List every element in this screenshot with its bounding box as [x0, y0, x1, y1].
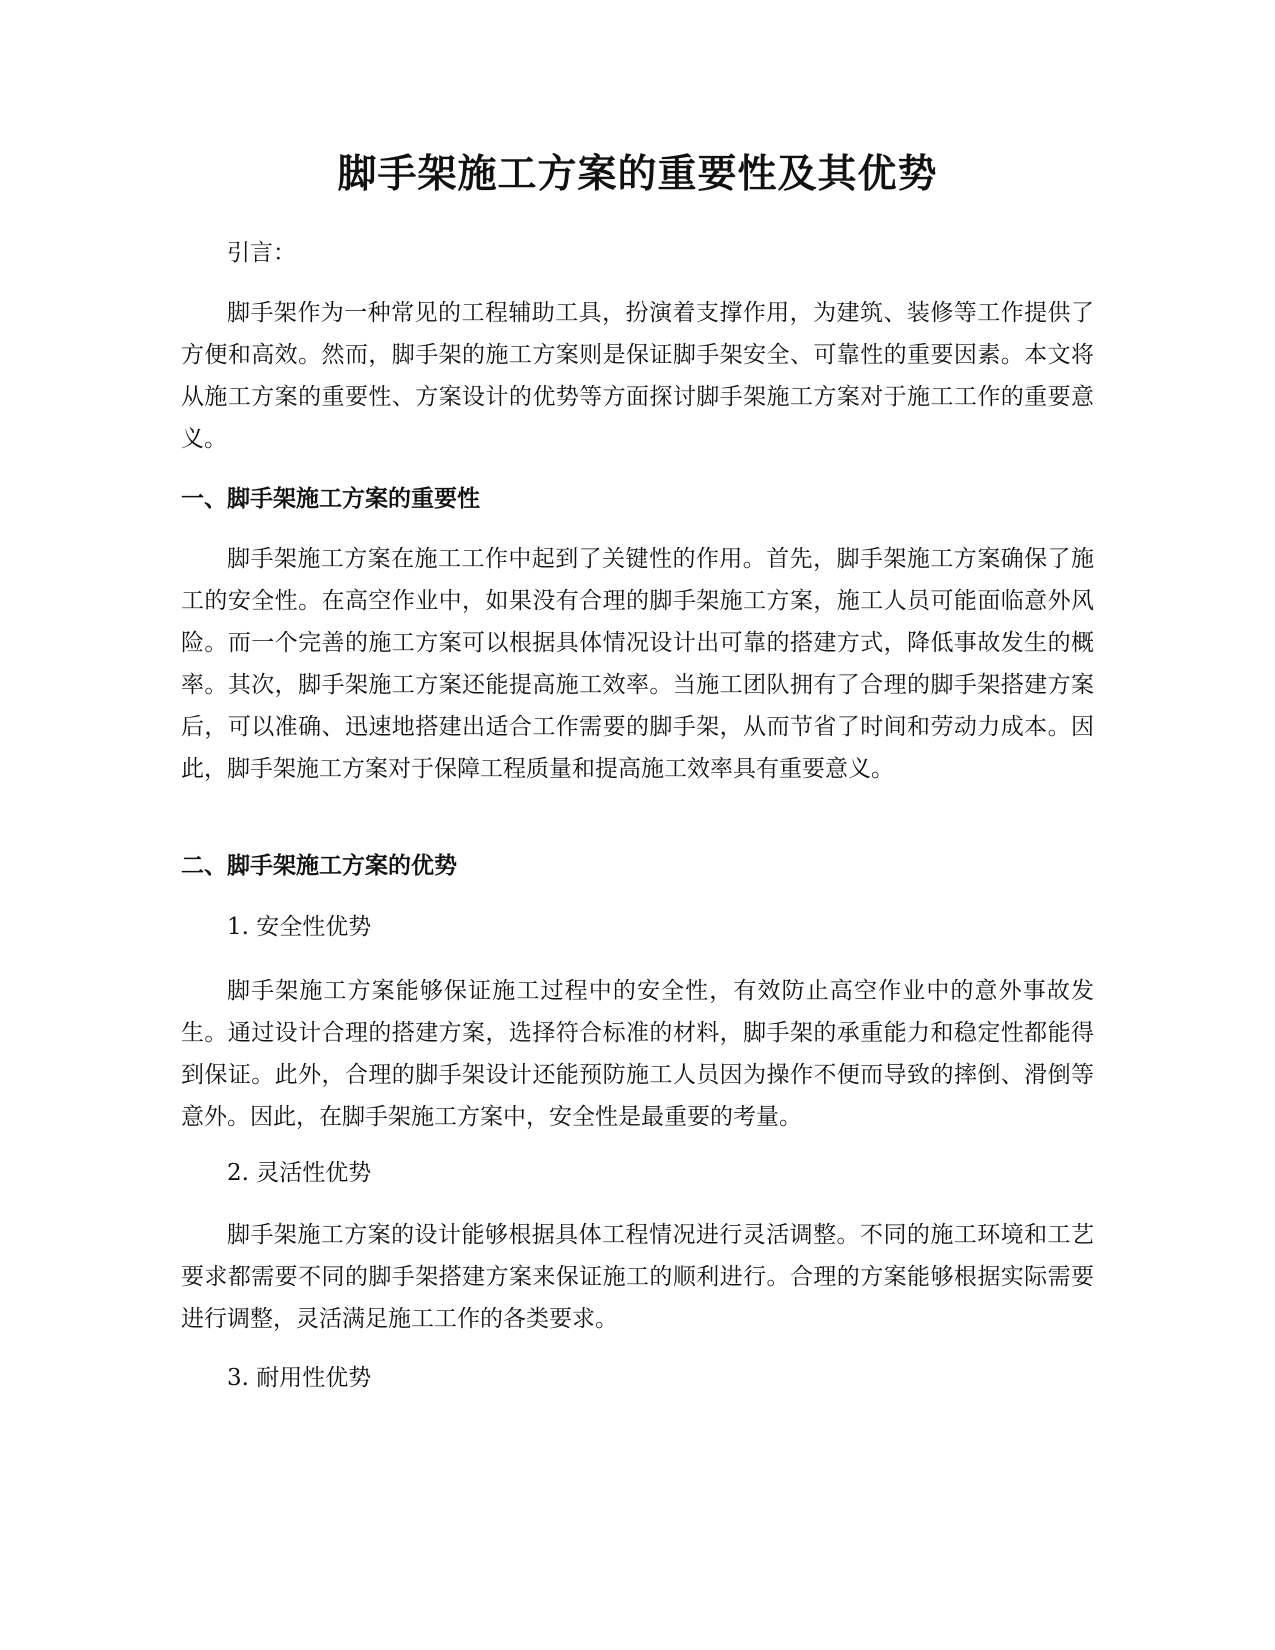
advantage-2-label: 2. 灵活性优势 [227, 1160, 372, 1186]
intro-label: 引言： [227, 240, 296, 266]
advantage-1-label: 1. 安全性优势 [227, 914, 372, 940]
section-heading-importance: 一、脚手架施工方案的重要性 [181, 486, 480, 512]
advantage-1-paragraph: 脚手架施工方案能够保证施工过程中的安全性，有效防止高空作业中的意外事故发生。通过设计合理的搭建方案，选择符合标准的材料，脚手架的承重能力和稳定性都能得到保证。此外，合理的脚手架设计还能预防施工人员因为操作不便而导致的摔倒、滑倒等意外。因此，在脚手架施工方案中，安全性是最重要的考量。 [181, 978, 1094, 1130]
intro-paragraph: 脚手架作为一种常见的工程辅助工具，扮演着支撑作用，为建筑、装修等工作提供了方便和高效。然而，脚手架的施工方案则是保证脚手架安全、可靠性的重要因素。本文将从施工方案的重要性、方案设计的优势等方面探讨脚手架施工方案对于施工工作的重要意义。 [181, 300, 1094, 452]
document-title: 脚手架施工方案的重要性及其优势 [337, 152, 938, 197]
advantage-2-paragraph: 脚手架施工方案的设计能够根据具体工程情况进行灵活调整。不同的施工环境和工艺要求都需要不同的脚手架搭建方案来保证施工的顺利进行。合理的方案能够根据实际需要进行调整，灵活满足施工工作的各类要求。 [181, 1222, 1094, 1332]
advantage-3-label: 3. 耐用性优势 [227, 1365, 372, 1391]
importance-paragraph: 脚手架施工方案在施工工作中起到了关键性的作用。首先，脚手架施工方案确保了施工的安全性。在高空作业中，如果没有合理的脚手架施工方案，施工人员可能面临意外风险。而一个完善的施工方案可以根据具体情况设计出可靠的搭建方式，降低事故发生的概率。其次，脚手架施工方案还能提高施工效率。当施工团队拥有了合理的脚手架搭建方案后，可以准确、迅速地搭建出适合工作需要的脚手架，从而节省了时间和劳动力成本。因此，脚手架施工方案对于保障工程质量和提高施工效率具有重要意义。 [181, 546, 1094, 782]
section-heading-advantages: 二、脚手架施工方案的优势 [181, 853, 457, 879]
